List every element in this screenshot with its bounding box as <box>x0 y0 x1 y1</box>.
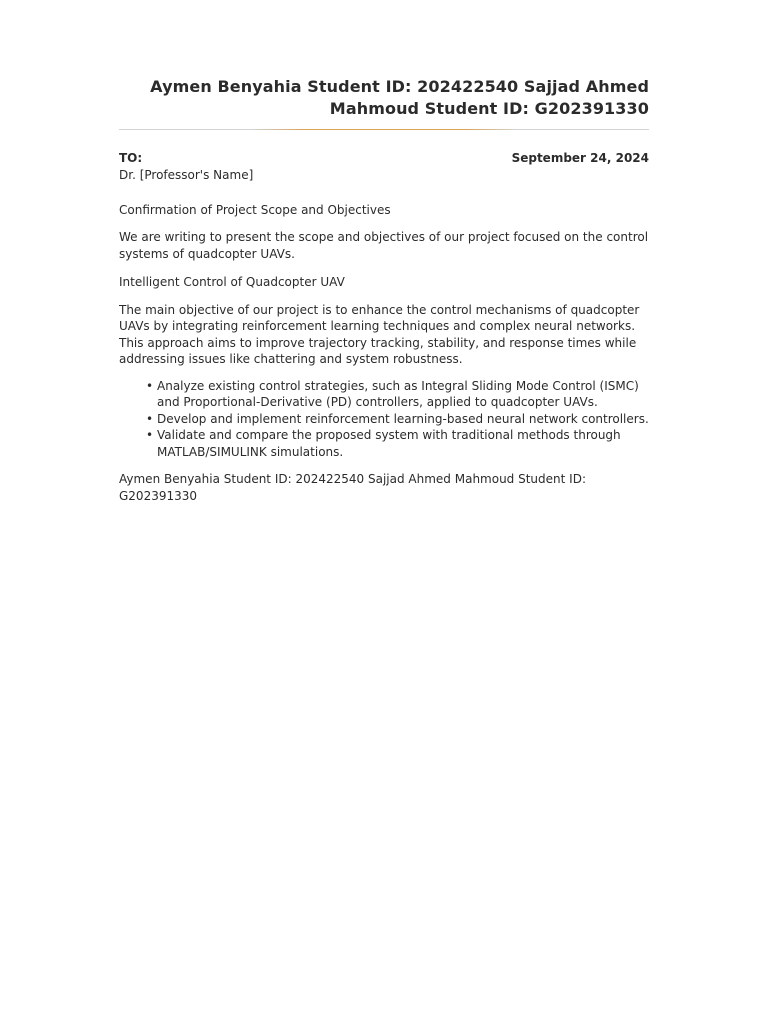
meta-row <box>119 150 649 166</box>
letter-subject: Confirmation of Project Scope and Objectives <box>119 203 391 217</box>
list-item-text: Analyze existing control strategies, such as Integral Sliding Mode Control (ISMC) and Proportional-Derivative (PD) controllers, applied to quadcopter UAVs. <box>157 378 639 409</box>
signature: Aymen Benyahia Student ID: 202422540 Sajjad Ahmed Mahmoud Student ID: G202391330 <box>119 472 586 503</box>
list-item <box>146 378 649 411</box>
list-item <box>146 427 649 460</box>
recipient-name: Dr. [Professor's Name] <box>119 168 254 182</box>
sender-name: Aymen Benyahia Student ID: 202422540 Sajjad Ahmed Mahmoud Student ID: G202391330 <box>150 77 649 118</box>
letter-header <box>119 0 649 120</box>
intro-paragraph: We are writing to present the scope and objectives of our project focused on the control systems of quadcopter UAVs. <box>119 230 649 261</box>
objectives-list <box>119 378 649 461</box>
bullet-icon: • <box>146 411 154 426</box>
list-item <box>146 411 649 428</box>
list-item-text: Develop and implement reinforcement learning-based neural network controllers. <box>157 411 649 426</box>
divider-accent <box>250 129 518 130</box>
list-item-text: Validate and compare the proposed system with traditional methods through MATLAB/SIMULINK simulations. <box>157 428 621 459</box>
letter-date: September 24, 2024 <box>511 151 649 165</box>
bullet-icon: • <box>146 378 154 393</box>
objective-paragraph: The main objective of our project is to enhance the control mechanisms of quadcopter UAVs by integrating reinforcement learning techniques and complex neural networks. This approach aims to improve trajectory tracking, stability, and response times while addressing issues like chattering and system robustness. <box>119 302 640 366</box>
header-divider <box>119 129 649 130</box>
project-title: Intelligent Control of Quadcopter UAV <box>119 275 345 289</box>
bullet-icon: • <box>146 428 154 442</box>
to-label: TO: <box>119 151 143 165</box>
